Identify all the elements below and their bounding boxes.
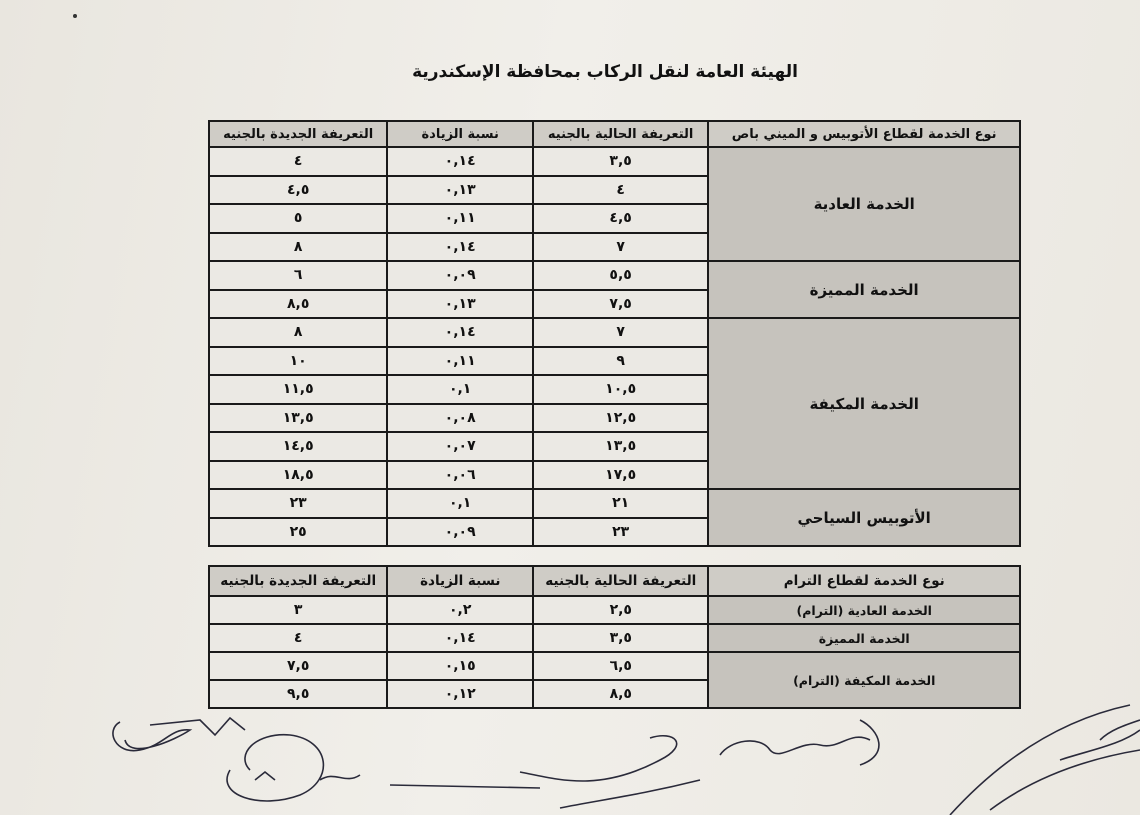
header-current-fare: التعريفة الحالية بالجنيه: [533, 566, 708, 596]
service-type-cell: الخدمة العادية: [708, 147, 1020, 261]
increase-cell: ٠,١١: [387, 347, 533, 376]
new-fare-cell: ٢٣: [209, 489, 387, 518]
increase-cell: ٠,١٣: [387, 176, 533, 205]
current-fare-cell: ٢١: [533, 489, 708, 518]
service-type-cell: الخدمة المميزة: [708, 624, 1020, 652]
bus-fare-table: [208, 120, 1021, 547]
increase-cell: ٠,١٤: [387, 624, 533, 652]
signature-2: [227, 735, 360, 801]
table-row: [209, 318, 1020, 347]
header-service: نوع الخدمة لقطاع الترام: [708, 566, 1020, 596]
new-fare-cell: ٨: [209, 233, 387, 262]
current-fare-cell: ٢,٥: [533, 596, 708, 624]
new-fare-cell: ١١,٥: [209, 375, 387, 404]
increase-cell: ٠,١٤: [387, 233, 533, 262]
current-fare-cell: ٤: [533, 176, 708, 205]
tram-fare-table: [208, 565, 1021, 709]
increase-cell: ٠,١٤: [387, 147, 533, 176]
new-fare-cell: ٩,٥: [209, 680, 387, 708]
header-new-fare: التعريفة الجديدة بالجنيه: [209, 566, 387, 596]
increase-cell: ٠,١٤: [387, 318, 533, 347]
new-fare-cell: ٦: [209, 261, 387, 290]
new-fare-cell: ٧,٥: [209, 652, 387, 680]
table-row: [209, 489, 1020, 518]
increase-cell: ٠,١٥: [387, 652, 533, 680]
current-fare-cell: ٨,٥: [533, 680, 708, 708]
increase-cell: ٠,١: [387, 489, 533, 518]
table-row: [209, 596, 1020, 624]
increase-cell: ٠,٠٩: [387, 261, 533, 290]
new-fare-cell: ٤,٥: [209, 176, 387, 205]
current-fare-cell: ٣,٥: [533, 624, 708, 652]
new-fare-cell: ٨,٥: [209, 290, 387, 319]
increase-cell: ٠,١٢: [387, 680, 533, 708]
current-fare-cell: ٩: [533, 347, 708, 376]
table-row: [209, 624, 1020, 652]
increase-cell: ٠,٢: [387, 596, 533, 624]
paper-speck: [73, 14, 77, 18]
new-fare-cell: ١٣,٥: [209, 404, 387, 433]
current-fare-cell: ١٧,٥: [533, 461, 708, 490]
new-fare-cell: ٤: [209, 147, 387, 176]
current-fare-cell: ٧: [533, 318, 708, 347]
header-new-fare: التعريفة الجديدة بالجنيه: [209, 121, 387, 147]
signature-5: [950, 705, 1140, 815]
table-row: [209, 261, 1020, 290]
service-type-cell: الخدمة العادية (الترام): [708, 596, 1020, 624]
service-type-cell: الخدمة المكيفة: [708, 318, 1020, 489]
current-fare-cell: ١٢,٥: [533, 404, 708, 433]
service-type-cell: الخدمة المكيفة (الترام): [708, 652, 1020, 708]
new-fare-cell: ٤: [209, 624, 387, 652]
service-type-cell: الخدمة المميزة: [708, 261, 1020, 318]
signature-1: [113, 718, 245, 751]
increase-cell: ٠,١١: [387, 204, 533, 233]
new-fare-cell: ١٤,٥: [209, 432, 387, 461]
signatures: [0, 700, 1140, 815]
new-fare-cell: ٣: [209, 596, 387, 624]
header-service: نوع الخدمة لقطاع الأتوبيس و الميني باص: [708, 121, 1020, 147]
current-fare-cell: ١٠,٥: [533, 375, 708, 404]
header-current-fare: التعريفة الحالية بالجنيه: [533, 121, 708, 147]
increase-cell: ٠,١٣: [387, 290, 533, 319]
increase-cell: ٠,٠٦: [387, 461, 533, 490]
increase-cell: ٠,٠٧: [387, 432, 533, 461]
new-fare-cell: ٢٥: [209, 518, 387, 547]
service-type-cell: الأتوبيس السياحي: [708, 489, 1020, 546]
current-fare-cell: ٢٣: [533, 518, 708, 547]
new-fare-cell: ١٨,٥: [209, 461, 387, 490]
header-increase: نسبة الزيادة: [387, 566, 533, 596]
current-fare-cell: ٦,٥: [533, 652, 708, 680]
current-fare-cell: ٧,٥: [533, 290, 708, 319]
table-row: [209, 147, 1020, 176]
signature-3: [390, 736, 700, 808]
increase-cell: ٠,١: [387, 375, 533, 404]
new-fare-cell: ٥: [209, 204, 387, 233]
current-fare-cell: ٥,٥: [533, 261, 708, 290]
new-fare-cell: ١٠: [209, 347, 387, 376]
current-fare-cell: ١٣,٥: [533, 432, 708, 461]
current-fare-cell: ٣,٥: [533, 147, 708, 176]
table-row: [209, 652, 1020, 680]
signature-4: [720, 720, 879, 765]
increase-cell: ٠,٠٨: [387, 404, 533, 433]
current-fare-cell: ٧: [533, 233, 708, 262]
header-increase: نسبة الزيادة: [387, 121, 533, 147]
increase-cell: ٠,٠٩: [387, 518, 533, 547]
document-title: الهيئة العامة لنقل الركاب بمحافظة الإسكندرية: [412, 62, 798, 82]
new-fare-cell: ٨: [209, 318, 387, 347]
current-fare-cell: ٤,٥: [533, 204, 708, 233]
